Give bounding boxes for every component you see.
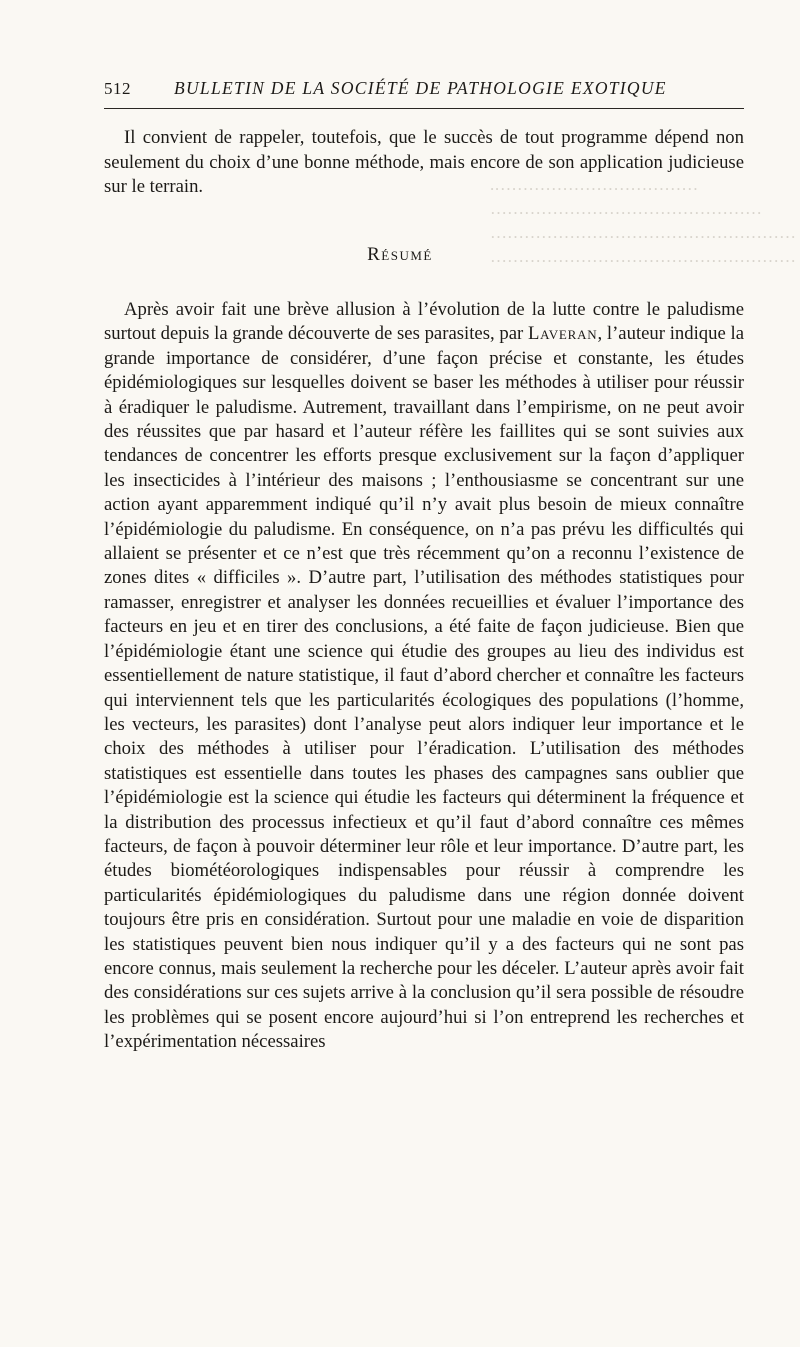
section-heading-resume: Résumé — [367, 244, 433, 265]
show-through-text: .……………………………… ………………………………………… ……………………………………………… ……………………………………………… — [490, 175, 796, 266]
page-header — [104, 78, 744, 109]
resume-text-before-name: Après avoir fait une brève allusion à l’évolution de la lutte contre le paludisme surtout depuis la grande découverte de ses parasites, par — [104, 299, 744, 345]
continuation-paragraph: Il convient de rappeler, toutefois, que le succès de tout programme dépend non seulement du choix d’une bonne méthode, mais encore de son application judicieuse sur le terrain. — [104, 127, 744, 198]
resume-text-after-name: , l’auteur indique la grande importance de considérer, d’une façon précise et constante, les études épidémiologiques sur lesquelles doivent se baser les méthodes à utiliser pour réussir à éradiquer le paludisme. Autrement, travaillant dans l’empirisme, on ne peut avoir des réussites que par hasard et l’auteur réfère les faillites qui se sont suivies aux tendances de concentrer les efforts presque exclusivement sur la façon d’appliquer les insecticides à l’intérieur des maisons ; l’enthousiasme se concentrant sur une action ayant apparemment indiqué qu’il n’y avait plus besoin de mieux connaître l’épidémiologie du paludisme. En conséquence, on n’a pas prévu les difficultés qui allaient se présenter et ce n’est que très récemment qu’on a reconnu l’existence de zones dites « difficiles ». D’autre part, l’utilisation des méthodes statistiques pour ramasser, enregistrer et analyser les données recueillies et évaluer l’importance des facteurs en jeu et en tirer des conclusions, a été faite de façon judicieuse. Bien que l’épidémiologie étant une science qui étudie des groupes au lieu des individus est essentiellement de nature statistique, il faut d’abord chercher et connaître les facteurs qui interviennent tels que les particularités écologiques des populations (l’homme, les vecteurs, les parasites) dont l’analyse peut alors indiquer leur importance et le choix des méthodes à utiliser pour l’éradication. L’utilisation des méthodes statistiques est essentielle dans toutes les phases des campagnes sans oublier que l’épidémiologie est la science qui étudie les facteurs qui déterminent la fréquence et la distribution des processus infectieux et qu’il faut d’abord connaître ces mêmes facteurs, de façon à pouvoir déterminer leur rôle et leur importance. D’autre part, les études biométéorologiques indispensables pour réussir à comprendre les particularités épidémiologiques du paludisme dans une région donnée doivent toujours être pris en considération. Surtout pour une maladie en voie de disparition les statistiques peuvent bien nous indiquer qu’il y a des facteurs qui ne sont pas encore connus, mais seulement la recherche pour les déceler. L’auteur après avoir fait des considérations sur ces sujets arrive à la conclusion qu’il sera possible de résoudre les problèmes qui se posent encore aujourd’hui si l’on entreprend les recherches et l’expérimentation nécessaires — [104, 323, 744, 1053]
running-title: BULLETIN DE LA SOCIÉTÉ DE PATHOLOGIE EXOTIQUE — [174, 78, 667, 98]
author-name-laveran: Laveran — [527, 323, 598, 345]
page-number: 512 — [104, 79, 131, 98]
resume-paragraph — [104, 298, 744, 1055]
